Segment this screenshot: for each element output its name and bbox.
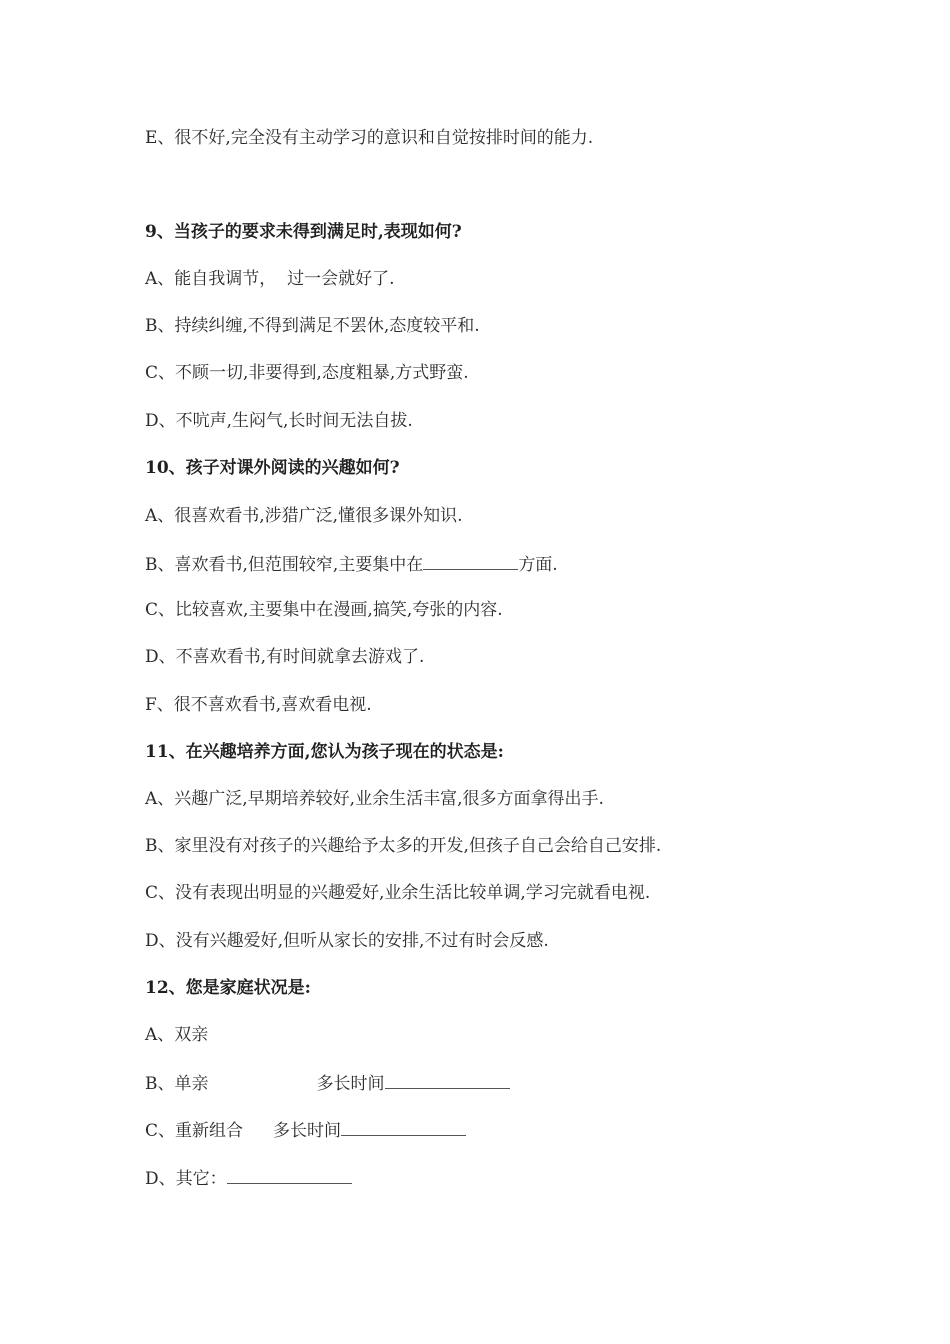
q12-option-c-duration-label: 多长时间 <box>273 1121 342 1141</box>
q10-option-f: F、很不喜欢看书,喜欢看电视. <box>145 695 372 715</box>
q9-option-c: C、不顾一切,非要得到,态度粗暴,方式野蛮. <box>145 363 469 383</box>
q10-question: 10、孩子对课外阅读的兴趣如何? <box>145 458 400 478</box>
q12-option-b <box>145 1071 510 1095</box>
q11-option-c: C、没有表现出明显的兴趣爱好,业余生活比较单调,学习完就看电视. <box>145 883 651 903</box>
q12-option-d-label: D、其它： <box>145 1169 227 1189</box>
q11-option-d: D、没有兴趣爱好,但听从家长的安排,不过有时会反感. <box>145 931 549 951</box>
q12-question: 12、您是家庭状况是: <box>145 978 311 998</box>
q9-option-b: B、持续纠缠,不得到满足不罢休,态度较平和. <box>145 316 480 336</box>
q12-option-c <box>145 1118 466 1142</box>
q10-option-d: D、不喜欢看书,有时间就拿去游戏了. <box>145 647 425 667</box>
q12-option-c-duration-blank[interactable] <box>341 1118 466 1136</box>
q11-option-a: A、兴趣广泛,早期培养较好,业余生活丰富,很多方面拿得出手. <box>145 789 604 809</box>
q9-option-a: A、能自我调节， 过一会就好了. <box>145 269 395 289</box>
q8-option-e: E、很不好,完全没有主动学习的意识和自觉按排时间的能力. <box>145 128 594 148</box>
q9-option-d: D、不吭声,生闷气,长时间无法自拔. <box>145 411 413 431</box>
q12-option-d <box>145 1166 352 1190</box>
q12-option-a: A、双亲 <box>145 1025 209 1045</box>
q10-option-c: C、比较喜欢,主要集中在漫画,搞笑,夸张的内容. <box>145 600 503 620</box>
q10-option-b-suffix: 方面. <box>518 555 558 575</box>
q12-option-d-blank[interactable] <box>227 1166 352 1184</box>
q11-option-b: B、家里没有对孩子的兴趣给予太多的开发,但孩子自己会给自己安排. <box>145 836 662 856</box>
q10-option-b-text: B、喜欢看书,但范围较窄,主要集中在 <box>145 555 424 575</box>
q12-option-c-label: C、重新组合 <box>145 1121 244 1141</box>
q10-option-a: A、很喜欢看书,涉猎广泛,懂很多课外知识. <box>145 506 463 526</box>
q12-option-b-duration-label: 多长时间 <box>316 1074 385 1094</box>
q11-question: 11、在兴趣培养方面,您认为孩子现在的状态是: <box>145 742 504 762</box>
q12-option-b-label: B、单亲 <box>145 1074 209 1094</box>
q9-question: 9、当孩子的要求未得到满足时,表现如何? <box>145 222 462 242</box>
q10-option-b <box>145 552 558 576</box>
q10-option-b-blank[interactable] <box>423 552 518 570</box>
q12-option-b-duration-blank[interactable] <box>385 1071 510 1089</box>
